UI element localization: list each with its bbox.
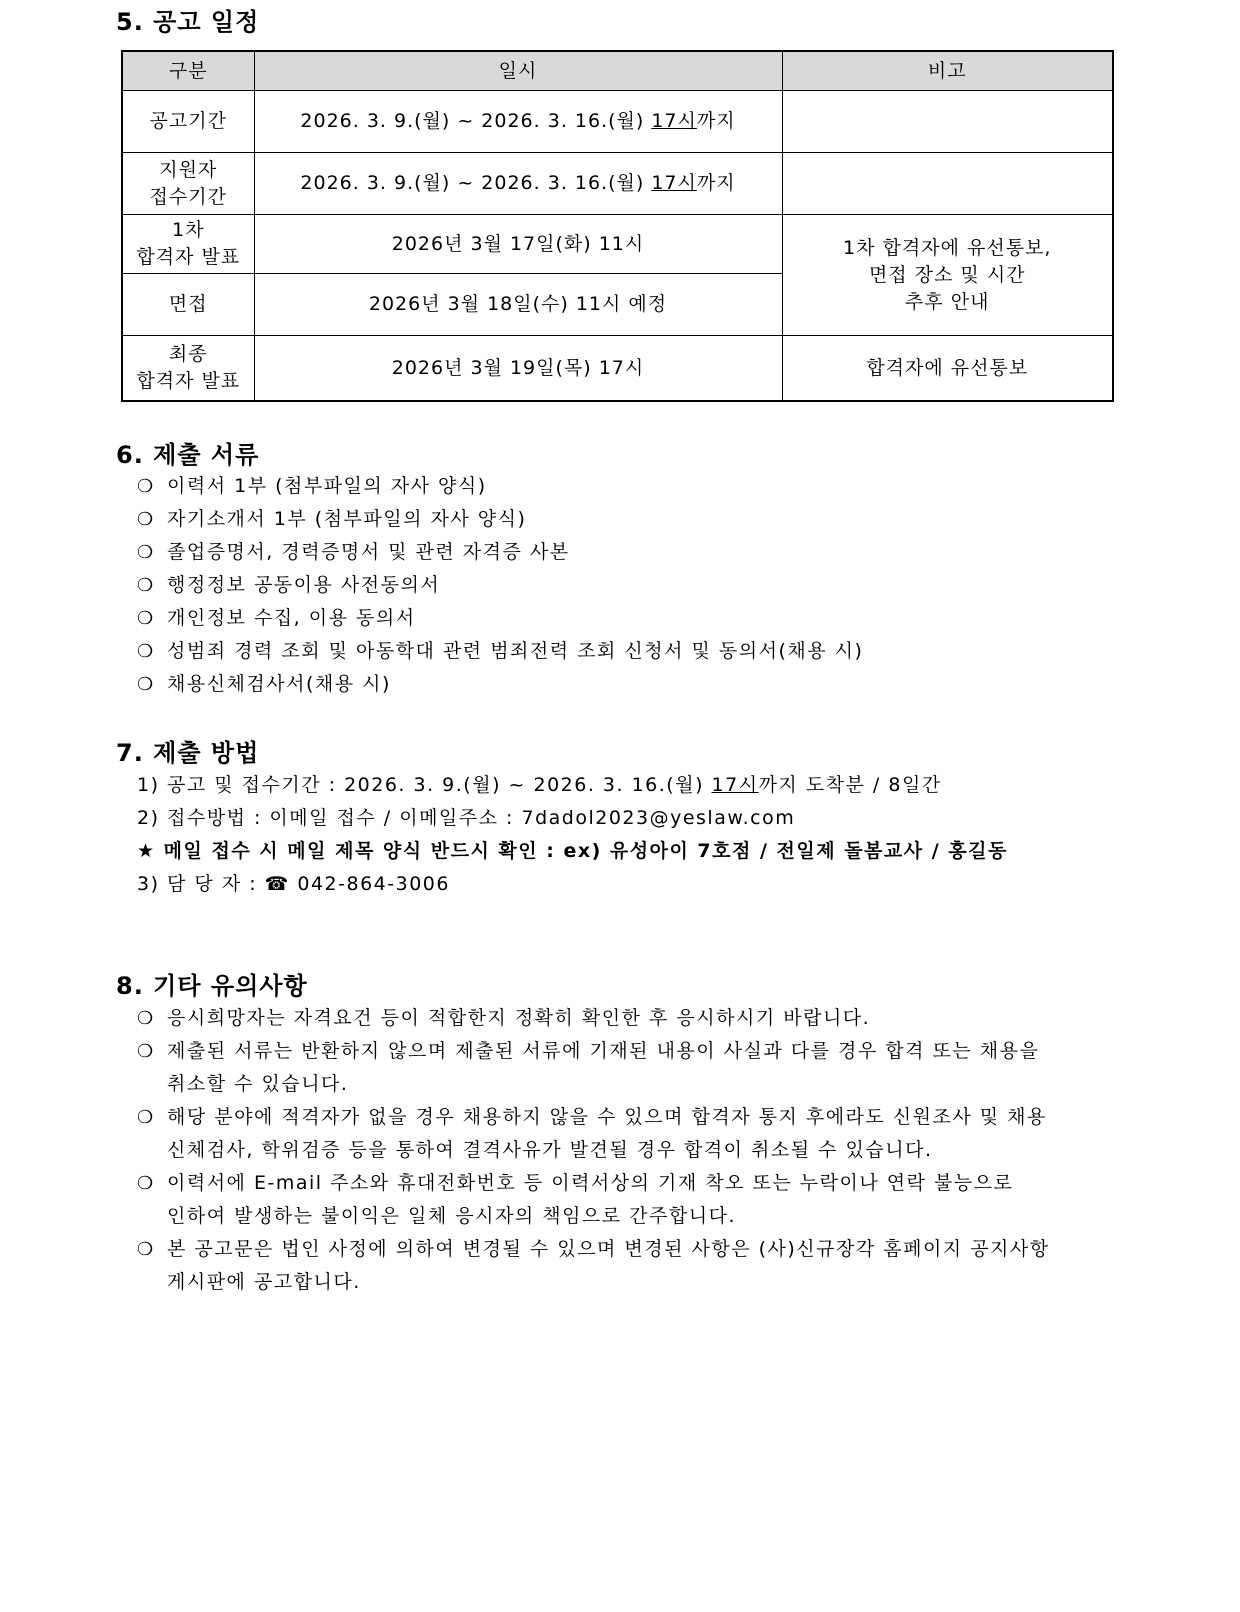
list-item [137,1233,1117,1299]
row-datetime [254,153,782,215]
circle-bullet-icon: ❍ [137,1008,155,1029]
list-item [137,1035,1117,1101]
method-text: 1) 공고 및 접수기간 : 2026. 3. 9.(월) ~ 2026. 3. 16.(월) [137,774,712,796]
category-text: 공고기간 [149,110,227,132]
circle-bullet-icon: ❍ [137,509,155,530]
row-datetime: 2026년 3월 17일(화) 11시 [254,215,782,274]
list-item-text: 게시판에 공고합니다. [167,1271,361,1293]
list-item-text: 자기소개서 1부 (첨부파일의 자사 양식) [167,508,527,530]
circle-bullet-icon: ❍ [137,1107,155,1128]
list-item [137,1167,1117,1233]
list-item-text: 채용신체검사서(채용 시) [167,673,391,695]
row-category [122,215,254,274]
circle-bullet-icon: ❍ [137,641,155,662]
row-datetime [254,91,782,153]
remark-line: 면접 장소 및 시간 [868,263,1026,286]
list-item [137,1002,1117,1035]
header-datetime: 일시 [254,51,782,91]
circle-bullet-icon: ❍ [137,476,155,497]
category-line: 합격자 발표 [136,370,241,392]
table-row [122,215,1113,274]
list-item [137,536,1117,569]
row-datetime: 2026년 3월 19일(목) 17시 [254,336,782,402]
circle-bullet-icon: ❍ [137,1041,155,1062]
documents-list [137,470,1117,701]
circle-bullet-icon: ❍ [137,608,155,629]
list-item-text: 응시희망자는 자격요건 등이 적합한지 정확히 확인한 후 응시하시기 바랍니다. [167,1007,871,1029]
section-8-title: 8. 기타 유의사항 [116,972,308,1000]
list-item [137,470,1117,503]
table-row [122,153,1113,215]
header-remarks: 비고 [782,51,1113,91]
table-row [122,336,1113,402]
row-category [122,91,254,153]
method-suffix: 까지 도착분 / 8일간 [758,774,942,796]
method-line: 2) 접수방법 : 이메일 접수 / 이메일주소 : 7dadol2023@yeslaw.com [137,807,796,829]
circle-bullet-icon: ❍ [137,575,155,596]
date-underlined: 17시 [651,110,697,132]
list-item-text: 취소할 수 있습니다. [167,1073,349,1095]
table-row [122,91,1113,153]
contact-line: 3) 담 당 자 : ☎ 042-864-3006 [137,873,450,895]
category-line: 지원자 [159,158,218,181]
list-item-text: 신체검사, 학위검증 등을 통하여 결격사유가 발견될 경우 합격이 취소될 수 있습니다. [167,1139,933,1161]
category-line: 최종 [168,343,208,365]
row-remarks [782,153,1113,215]
date-text: 2026. 3. 9.(월) ~ 2026. 3. 16.(월) [300,172,652,194]
list-item [137,668,1117,701]
list-item-text: 개인정보 수집, 이용 동의서 [167,607,416,629]
category-line: 합격자 발표 [136,246,241,268]
date-suffix: 까지 [696,110,736,132]
header-category: 구분 [122,51,254,91]
list-item-text: 성범죄 경력 조회 및 아동학대 관련 범죄전력 조회 신청서 및 동의서(채용 시) [167,640,864,662]
row-category [122,336,254,402]
list-item-text: 졸업증명서, 경력증명서 및 관련 자격증 사본 [167,541,570,563]
list-item [137,635,1117,668]
table-header-row [122,51,1113,91]
category-line: 1차 [172,219,205,241]
circle-bullet-icon: ❍ [137,1239,155,1260]
row-remarks [782,91,1113,153]
list-item-text: 인하여 발생하는 불이익은 일체 응시자의 책임으로 간주합니다. [167,1205,736,1227]
list-item-text: 이력서 1부 (첨부파일의 자사 양식) [167,475,487,497]
section-5-title: 5. 공고 일정 [116,8,260,36]
row-category: 면접 [122,274,254,336]
schedule-table [121,50,1114,402]
method-notice: ★ 메일 접수 시 메일 제목 양식 반드시 확인 : ex) 유성아이 7호점 / 전일제 돌봄교사 / 홍길동 [137,840,1008,862]
row-remarks: 합격자에 유선통보 [782,336,1113,402]
date-text: 2026. 3. 9.(월) ~ 2026. 3. 16.(월) [300,110,652,132]
circle-bullet-icon: ❍ [137,1173,155,1194]
date-underlined: 17시 [651,172,697,194]
notes-list [137,1002,1117,1299]
list-item [137,1101,1117,1167]
row-datetime: 2026년 3월 18일(수) 11시 예정 [254,274,782,336]
section-7-title: 7. 제출 방법 [116,739,260,767]
list-item [137,569,1117,602]
remark-line: 1차 합격자에 유선통보, [843,236,1052,259]
list-item [137,602,1117,635]
method-underlined: 17시 [711,774,759,796]
submission-method-list [137,769,1008,901]
list-item [137,503,1117,536]
list-item-text: 해당 분야에 적격자가 없을 경우 채용하지 않을 수 있으며 합격자 통지 후에라도 신원조사 및 채용 [167,1106,1047,1128]
merged-remarks [782,215,1113,336]
date-suffix: 까지 [696,172,736,194]
circle-bullet-icon: ❍ [137,674,155,695]
category-line: 접수기간 [149,185,227,208]
remark-line: 추후 안내 [905,290,990,313]
method-line [137,769,1008,802]
list-item-text: 행정정보 공동이용 사전동의서 [167,574,441,596]
circle-bullet-icon: ❍ [137,542,155,563]
section-6-title: 6. 제출 서류 [116,441,260,469]
list-item-text: 본 공고문은 법인 사정에 의하여 변경될 수 있으며 변경된 사항은 (사)신규장각 홈페이지 공지사항 [167,1238,1050,1260]
row-category [122,153,254,215]
list-item-text: 이력서에 E-mail 주소와 휴대전화번호 등 이력서상의 기재 착오 또는 누락이나 연락 불능으로 [167,1172,1014,1194]
list-item-text: 제출된 서류는 반환하지 않으며 제출된 서류에 기재된 내용이 사실과 다를 경우 합격 또는 채용을 [167,1040,1040,1062]
